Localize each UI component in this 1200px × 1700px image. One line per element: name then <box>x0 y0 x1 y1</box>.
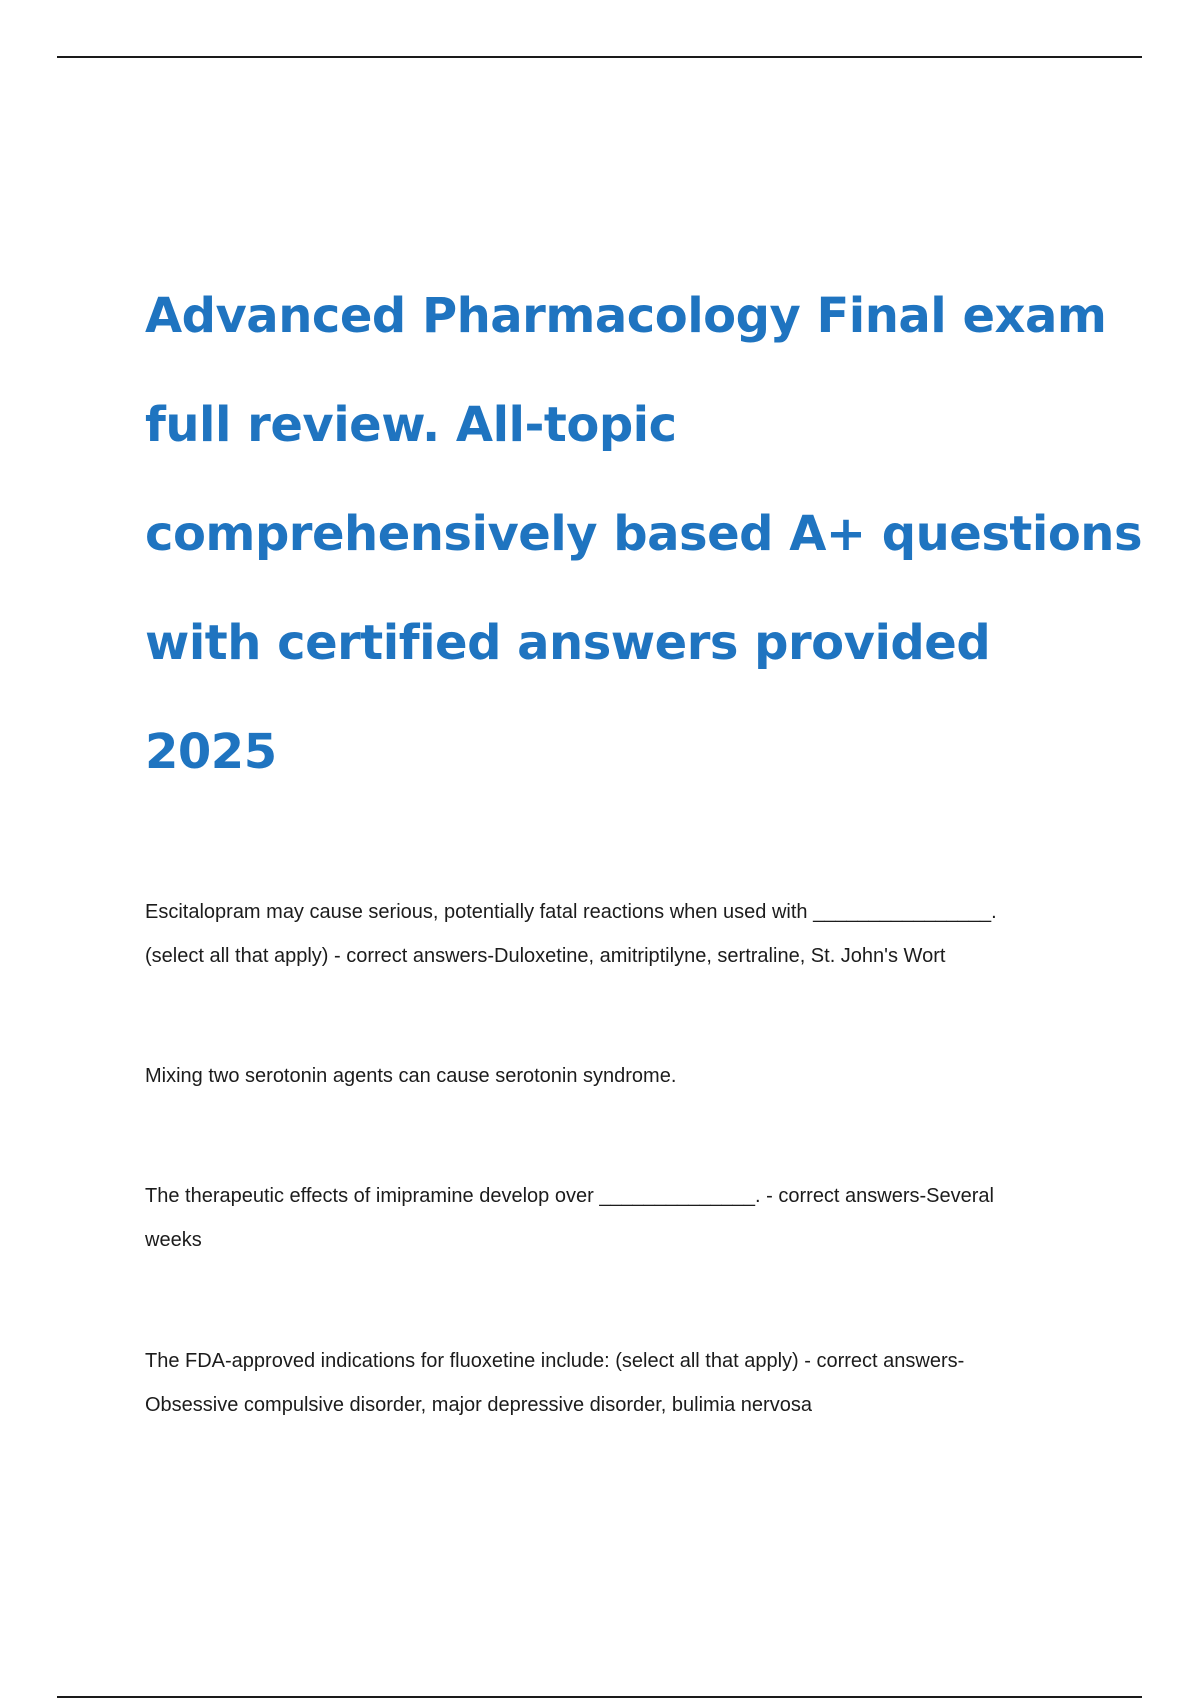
question-line: Escitalopram may cause serious, potentially fatal reactions when used with ________________. <box>145 901 997 923</box>
document-title <box>145 262 1145 807</box>
question-imipramine <box>145 1174 1085 1262</box>
title-line: Advanced Pharmacology Final exam <box>145 288 1107 344</box>
note-serotonin-syndrome <box>145 1054 1085 1098</box>
bottom-divider <box>57 1696 1142 1698</box>
answer-line: (select all that apply) - correct answers-Duloxetine, amitriptilyne, sertraline, St. John's Wort <box>145 945 946 967</box>
question-escitalopram <box>145 890 1085 978</box>
title-line: with certified answers provided <box>145 615 991 671</box>
top-divider <box>57 56 1142 58</box>
question-fluoxetine <box>145 1339 1085 1427</box>
question-line: The therapeutic effects of imipramine develop over ______________. - correct answers-Several <box>145 1185 994 1207</box>
note-line: Mixing two serotonin agents can cause serotonin syndrome. <box>145 1065 677 1087</box>
title-line: 2025 <box>145 724 277 780</box>
question-line: The FDA-approved indications for fluoxetine include: (select all that apply) - correct answers- <box>145 1350 965 1372</box>
title-line: comprehensively based A+ questions <box>145 506 1143 562</box>
title-line: full review. All-topic <box>145 397 677 453</box>
answer-line: weeks <box>145 1229 202 1251</box>
answer-line: Obsessive compulsive disorder, major depressive disorder, bulimia nervosa <box>145 1394 812 1416</box>
